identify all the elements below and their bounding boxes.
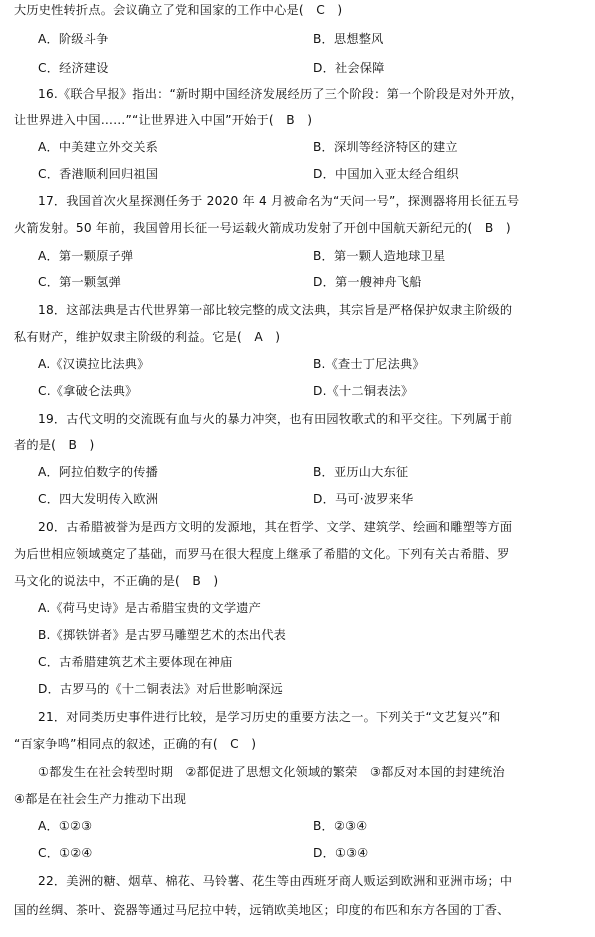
- q17-option-d: D．第一艘神舟飞船: [313, 275, 422, 289]
- q20-option-a: A.《荷马史诗》是古希腊宝贵的文学遗产: [38, 601, 261, 615]
- q19-option-d: D．马可·波罗来华: [313, 492, 414, 506]
- q21-option-c: C．①②④: [38, 846, 93, 860]
- q17-option-a: A．第一颗原子弹: [38, 249, 134, 263]
- q16-stem-line1: 16.《联合早报》指出：“新时期中国经济发展经历了三个阶段：第一个阶段是对外开放，: [38, 87, 523, 101]
- q17-option-b: B．第一颗人造地球卫星: [313, 249, 446, 263]
- q17-stem-line2: 火箭发射。50 年前，我国曾用长征一号运载火箭成功发射了开创中国航天新纪元的( B ): [14, 221, 511, 235]
- q17-stem-line1: 17．我国首次火星探测任务于 2020 年 4 月被命名为“天问一号”，探测器将用长征五号: [38, 194, 520, 208]
- q16-stem-line2: 让世界进入中国……”“让世界进入中国”开始于( B ): [14, 113, 313, 127]
- q18-option-d: D.《十二铜表法》: [313, 384, 414, 398]
- q19-option-c: C．四大发明传入欧洲: [38, 492, 159, 506]
- q15-stem: 大历史性转折点。会议确立了党和国家的工作中心是( C ): [14, 3, 343, 17]
- q22-stem-line2: 国的丝绸、茶叶、瓷器等通过马尼拉中转，远销欧美地区；印度的布匹和东方各国的丁香、: [14, 903, 510, 917]
- q19-option-a: A．阿拉伯数字的传播: [38, 465, 159, 479]
- q16-option-c: C．香港顺利回归祖国: [38, 167, 159, 181]
- q21-stem-line4: ④都是在社会生产力推动下出现: [14, 792, 187, 806]
- q19-option-b: B．亚历山大东征: [313, 465, 409, 479]
- q22-stem-line1: 22．美洲的糖、烟草、棉花、马铃薯、花生等由西班牙商人贩运到欧洲和亚洲市场；中: [38, 874, 513, 888]
- q20-stem-line3: 马文化的说法中，不正确的是( B ): [14, 574, 219, 588]
- q21-stem-line3: ①都发生在社会转型时期 ②都促进了思想文化领域的繁荣 ③都反对本国的封建统治: [38, 765, 505, 779]
- q15-option-a: A．阶级斗争: [38, 32, 109, 46]
- q15-option-c: C．经济建设: [38, 61, 109, 75]
- q16-option-a: A．中美建立外交关系: [38, 140, 159, 154]
- q16-option-d: D．中国加入亚太经合组织: [313, 167, 459, 181]
- q21-option-d: D．①③④: [313, 846, 369, 860]
- q17-option-c: C．第一颗氢弹: [38, 275, 122, 289]
- q19-stem-line1: 19．古代文明的交流既有血与火的暴力冲突，也有田园牧歌式的和平交往。下列属于前: [38, 412, 513, 426]
- q21-option-b: B．②③④: [313, 819, 368, 833]
- q18-option-b: B.《查士丁尼法典》: [313, 357, 425, 371]
- q15-option-b: B．思想整风: [313, 32, 384, 46]
- q18-option-c: C.《拿破仑法典》: [38, 384, 138, 398]
- q16-option-b: B．深圳等经济特区的建立: [313, 140, 458, 154]
- q20-stem-line1: 20．古希腊被誉为是西方文明的发源地，其在哲学、文学、建筑学、绘画和雕塑等方面: [38, 520, 513, 534]
- q18-stem-line2: 私有财产，维护奴隶主阶级的利益。它是( A ): [14, 330, 281, 344]
- q18-stem-line1: 18．这部法典是古代世界第一部比较完整的成文法典，其宗旨是严格保护奴隶主阶级的: [38, 303, 513, 317]
- q19-stem-line2: 者的是( B ): [14, 438, 95, 452]
- q18-option-a: A.《汉谟拉比法典》: [38, 357, 150, 371]
- q21-stem-line2: “百家争鸣”相同点的叙述，正确的有( C ): [14, 737, 257, 751]
- q20-option-c: C．古希腊建筑艺术主要体现在神庙: [38, 655, 233, 669]
- q20-option-b: B.《掷铁饼者》是古罗马雕塑艺术的杰出代表: [38, 628, 286, 642]
- q21-option-a: A．①②③: [38, 819, 93, 833]
- q21-stem-line1: 21．对同类历史事件进行比较，是学习历史的重要方法之一。下列关于“文艺复兴”和: [38, 710, 501, 724]
- q20-stem-line2: 为后世相应领域奠定了基础，而罗马在很大程度上继承了希腊的文化。下列有关古希腊、罗: [14, 547, 510, 561]
- q20-option-d: D．古罗马的《十二铜表法》对后世影响深远: [38, 682, 283, 696]
- q15-option-d: D．社会保障: [313, 61, 385, 75]
